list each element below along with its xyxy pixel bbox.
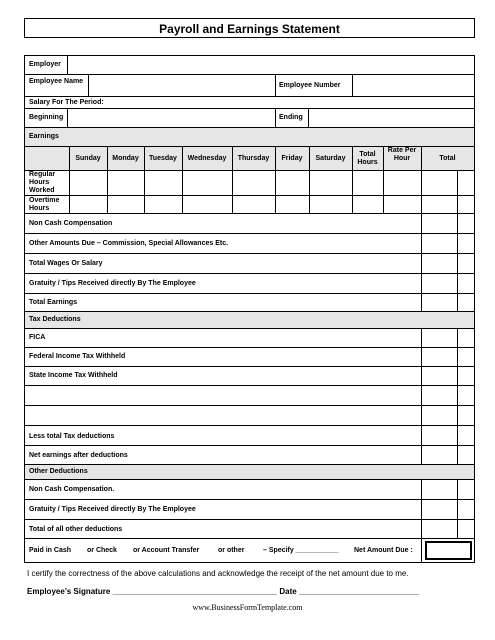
other-deductions-label: Other Deductions (29, 468, 88, 475)
other-amounts-row (25, 234, 474, 254)
gratuity-label: Gratuity / Tips Received directly By The Employee (29, 280, 196, 287)
employee-name-label: Employee Name (29, 78, 84, 85)
non-cash-2-label: Non Cash Compensation. (29, 486, 115, 493)
day-header: Tuesday (149, 155, 177, 162)
total-earnings-row (25, 294, 474, 312)
day-header-row (25, 147, 474, 171)
day-header: Monday (112, 155, 139, 162)
other-amounts-label: Other Amounts Due – Commission, Special Allowances Etc. (29, 240, 229, 247)
earnings-header-row (25, 128, 474, 147)
gratuity-2-label: Gratuity / Tips Received directly By The Employee (29, 506, 196, 513)
tax-deductions-label: Tax Deductions (29, 316, 81, 323)
other-deductions-row (25, 465, 474, 480)
total-earnings-label: Total Earnings (29, 299, 78, 306)
regular-hours-label: Regular Hours Worked (29, 171, 56, 194)
less-total-tax-label: Less total Tax deductions (29, 433, 115, 440)
net-amount-label: Net Amount Due : (354, 547, 413, 554)
check-label: or Check (87, 547, 117, 554)
employee-number-field[interactable] (353, 75, 474, 96)
form-title: Payroll and Earnings Statement (24, 18, 475, 38)
fica-row (25, 329, 474, 348)
day-header: Saturday (315, 155, 346, 162)
ending-field[interactable] (309, 109, 474, 127)
beginning-field[interactable] (68, 109, 275, 127)
other-label: or other (218, 547, 245, 554)
non-cash-row (25, 214, 474, 234)
gratuity-2-row (25, 500, 474, 520)
total-other-label: Total of all other deductions (29, 526, 123, 533)
day-header: Sunday (75, 155, 101, 162)
federal-row (25, 348, 474, 367)
state-row (25, 367, 474, 386)
blank-row (25, 386, 474, 406)
payment-row (25, 539, 474, 562)
net-after-label: Net earnings after deductions (29, 452, 128, 459)
salary-period-row (25, 97, 474, 109)
less-total-tax-row (25, 426, 474, 446)
non-cash-label: Non Cash Compensation (29, 220, 113, 227)
footer-url: www.BusinessFormTemplate.com (192, 603, 303, 612)
total-wages-label: Total Wages Or Salary (29, 260, 103, 267)
non-cash-2-row (25, 480, 474, 500)
employer-row (25, 56, 474, 75)
total-header: Total (439, 155, 456, 162)
net-after-row (25, 446, 474, 465)
salary-period-label: Salary For The Period: (29, 99, 104, 106)
regular-hours-row (25, 171, 474, 196)
transfer-label: or Account Transfer (133, 547, 200, 554)
certification-text: I certify the correctness of the above calculations and acknowledge the receipt of the net amount due to me. (27, 569, 409, 578)
federal-label: Federal Income Tax Withheld (29, 353, 126, 360)
payroll-form (24, 55, 475, 563)
state-label: State Income Tax Withheld (29, 372, 118, 379)
day-header: Thursday (237, 155, 270, 162)
earnings-label: Earnings (29, 133, 59, 140)
period-row (25, 109, 474, 128)
total-other-row (25, 520, 474, 539)
employee-row (25, 75, 474, 97)
rate-per-hour-header: Rate Per Hour (387, 147, 417, 162)
net-amount-field[interactable] (425, 541, 472, 560)
employer-field[interactable] (68, 56, 474, 74)
day-header: Friday (281, 155, 303, 162)
employee-number-label: Employee Number (279, 82, 341, 89)
overtime-hours-row (25, 196, 474, 214)
ending-label: Ending (279, 114, 303, 121)
fica-label: FICA (29, 334, 46, 341)
total-hours-header: Total Hours (357, 151, 378, 166)
total-wages-row (25, 254, 474, 274)
employer-label: Employer (29, 61, 61, 68)
overtime-hours-label: Overtime Hours (29, 197, 60, 212)
beginning-label: Beginning (29, 114, 64, 121)
gratuity-row (25, 274, 474, 294)
blank-row (25, 406, 474, 426)
employee-name-field[interactable] (89, 75, 275, 96)
specify-label: – Specify ___________ (263, 547, 339, 554)
tax-deductions-row (25, 312, 474, 329)
day-header: Wednesday (187, 155, 227, 162)
signature-line: Employee’s Signature _____________________________________ Date ___________________________ (27, 587, 420, 596)
paid-cash-label: Paid in Cash (29, 547, 72, 554)
